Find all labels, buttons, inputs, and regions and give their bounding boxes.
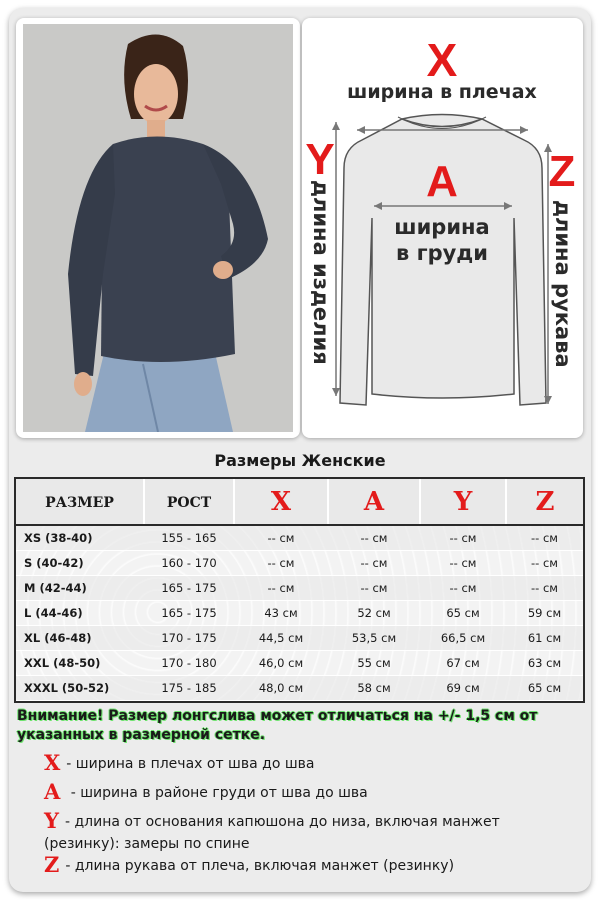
table-cell: 48,0 см — [234, 675, 328, 700]
table-row — [16, 525, 583, 550]
table-row — [16, 675, 583, 700]
y-label: длина изделия — [309, 180, 333, 365]
header-y-label: Y — [453, 486, 473, 517]
legend-letter-a: A — [44, 779, 61, 804]
table-cell: 55 см — [328, 650, 420, 675]
a-label-line1: ширина — [394, 215, 490, 239]
header-x — [234, 479, 328, 525]
table-cell: XXXL (50-52) — [16, 675, 144, 700]
header-y — [420, 479, 506, 525]
header-height — [144, 479, 234, 525]
table-cell: -- см — [328, 550, 420, 575]
table-cell: -- см — [506, 550, 583, 575]
table-cell: XXL (48-50) — [16, 650, 144, 675]
table-cell: -- см — [328, 525, 420, 550]
table-cell: -- см — [420, 550, 506, 575]
legend-item-y — [44, 810, 564, 855]
z-label: длина рукава — [551, 200, 575, 368]
legend-letter-x: X — [44, 750, 61, 775]
table-row — [16, 575, 583, 600]
table-title: Размеры Женские — [214, 451, 386, 470]
size-warning: Внимание! Размер лонгслива может отличаться на +/- 1,5 см от указанных в размерной сетке. — [17, 708, 538, 743]
table-cell: 165 - 175 — [144, 600, 234, 625]
table-cell: 170 - 175 — [144, 625, 234, 650]
legend-letter-y: Y — [44, 808, 59, 833]
table-cell: 52 см — [328, 600, 420, 625]
sweater-outline-icon — [302, 18, 583, 438]
legend-letter-z: Z — [44, 852, 60, 877]
table-header-row — [16, 479, 583, 525]
table-cell: XL (46-48) — [16, 625, 144, 650]
table-cell: 69 см — [420, 675, 506, 700]
table-cell: 61 см — [506, 625, 583, 650]
header-height-label: РОСТ — [166, 495, 212, 511]
table-cell: L (44-46) — [16, 600, 144, 625]
header-size — [16, 479, 144, 525]
table-cell: 155 - 165 — [144, 525, 234, 550]
legend-item-z — [44, 854, 564, 877]
model-photo-frame — [16, 18, 300, 438]
header-x-label: X — [270, 486, 292, 517]
a-label-line2: в груди — [396, 241, 488, 265]
header-z-label: Z — [535, 486, 555, 517]
table-cell: 58 см — [328, 675, 420, 700]
legend-text-z: - длина рукава от плеча, включая манжет (резинку) — [65, 858, 455, 874]
table-cell: -- см — [420, 525, 506, 550]
legend-text-a: - ширина в районе груди от шва до шва — [66, 785, 368, 801]
table-cell: S (40-42) — [16, 550, 144, 575]
table-cell: 175 - 185 — [144, 675, 234, 700]
header-a-label: A — [363, 486, 385, 517]
table-row — [16, 550, 583, 575]
a-letter: A — [426, 157, 458, 206]
legend-item-a — [44, 781, 564, 804]
model-photo — [23, 24, 293, 432]
table-row — [16, 600, 583, 625]
table-cell: 44,5 см — [234, 625, 328, 650]
table-row — [16, 625, 583, 650]
x-label: ширина в плечах — [347, 81, 537, 103]
header-z — [506, 479, 583, 525]
table-cell: -- см — [420, 575, 506, 600]
table-cell: 53,5 см — [328, 625, 420, 650]
header-a — [328, 479, 420, 525]
table-cell: 59 см — [506, 600, 583, 625]
legend-text-y: - длина от основания капюшона до низа, включая манжет (резинку): замеры по спине — [44, 814, 500, 852]
table-cell: 160 - 170 — [144, 550, 234, 575]
table-cell: 46,0 см — [234, 650, 328, 675]
table-cell: -- см — [234, 575, 328, 600]
table-row — [16, 650, 583, 675]
table-cell: -- см — [328, 575, 420, 600]
table-cell: 165 - 175 — [144, 575, 234, 600]
y-letter: Y — [305, 135, 335, 184]
table-cell: 65 см — [420, 600, 506, 625]
table-cell: 67 см — [420, 650, 506, 675]
table-cell: 63 см — [506, 650, 583, 675]
z-letter: Z — [548, 147, 576, 196]
table-cell: 66,5 см — [420, 625, 506, 650]
table-cell: M (42-44) — [16, 575, 144, 600]
table-cell: XS (38-40) — [16, 525, 144, 550]
table-cell: -- см — [234, 525, 328, 550]
header-size-label: РАЗМЕР — [45, 495, 114, 511]
legend-item-x — [44, 752, 564, 775]
legend-text-x: - ширина в плечах от шва до шва — [66, 756, 315, 772]
table-cell: -- см — [506, 525, 583, 550]
measurement-diagram — [302, 18, 583, 438]
table-cell: 65 см — [506, 675, 583, 700]
table-cell: -- см — [234, 550, 328, 575]
x-letter: X — [426, 34, 458, 86]
table-cell: -- см — [506, 575, 583, 600]
table-cell: 43 см — [234, 600, 328, 625]
size-table — [14, 477, 585, 703]
table-cell: 170 - 180 — [144, 650, 234, 675]
